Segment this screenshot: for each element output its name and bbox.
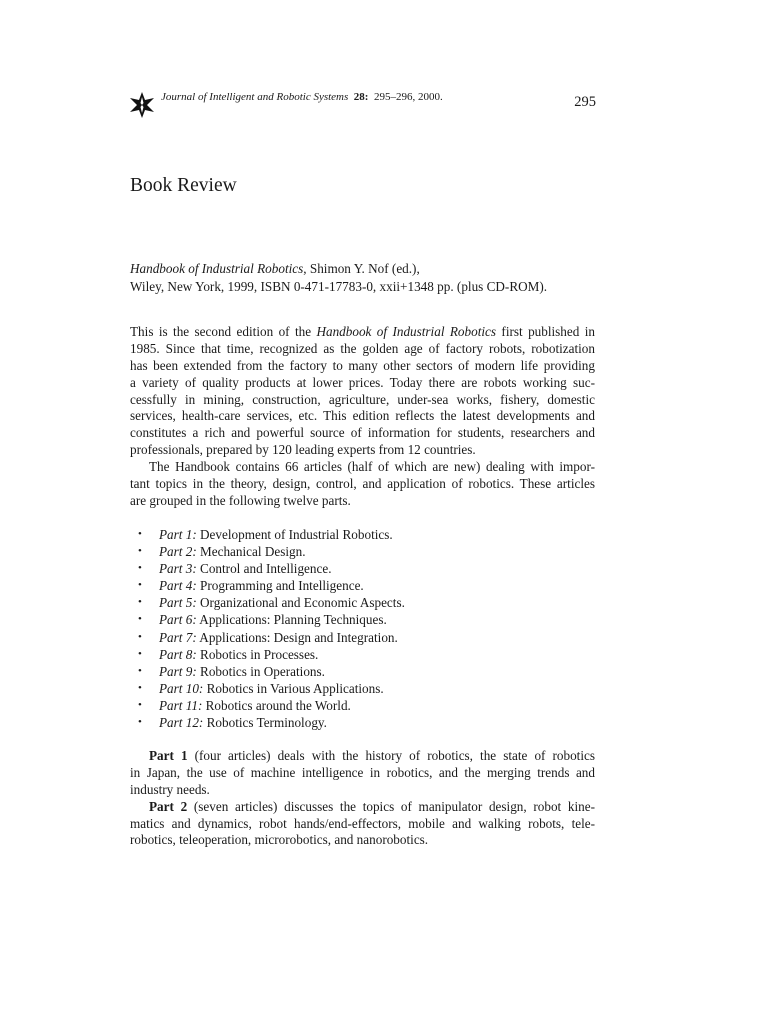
part-label: Part 6: [159, 612, 197, 628]
list-item [138, 697, 588, 714]
paragraph-line: professionals, prepared by 120 leading experts from 12 countries. [130, 442, 476, 458]
part-title: Development of Industrial Robotics. [196, 527, 393, 542]
list-item [138, 646, 588, 663]
book-title-inline: Handbook of Industrial Robotics [316, 324, 497, 339]
bullet-icon: • [138, 579, 142, 592]
bullet-icon: • [138, 545, 142, 558]
paragraph-line: industry needs. [130, 781, 210, 797]
part-title: Applications: Planning Techniques. [196, 612, 387, 628]
part-label: Part 12: [159, 715, 204, 731]
running-header [130, 88, 596, 118]
paragraph-line: a variety of quality products at lower prices. Today there are robots working suc- [130, 374, 595, 390]
part-title: Applications: Design and Integration. [196, 629, 398, 645]
part-heading: Part 1 [149, 748, 188, 763]
book-editor: , Shimon Y. Nof (ed.), [303, 261, 420, 276]
paragraph-line: in Japan, the use of machine intelligence in robotics, and the merging trends and [130, 764, 595, 780]
review-parts-discussion [130, 748, 595, 849]
list-item [138, 594, 588, 611]
part-title: Robotics in Various Applications. [203, 680, 384, 696]
bullet-icon: • [138, 681, 142, 694]
journal-pages-year: 295–296, 2000. [373, 91, 443, 103]
citation-publication: Wiley, New York, 1999, ISBN 0-471-17783-0, xxii+1348 pp. (plus CD-ROM). [130, 278, 548, 294]
paragraph-line: constitutes a rich and powerful source of information for students, researchers and [130, 425, 595, 441]
part-title: Control and Intelligence. [196, 561, 332, 577]
paragraph-line [130, 324, 595, 341]
part-title: Robotics in Operations. [196, 663, 325, 679]
journal-volume: 28: [353, 91, 369, 103]
bullet-icon: • [138, 613, 142, 626]
bullet-icon: • [138, 562, 142, 575]
paragraph-line: services, health-care services, etc. This edition reflects the latest developments and [130, 408, 595, 424]
bullet-icon: • [138, 647, 142, 660]
review-intro [130, 324, 595, 510]
list-item [138, 560, 588, 577]
part-label: Part 5: [159, 595, 197, 611]
part-title: Robotics Terminology. [203, 715, 327, 731]
paragraph-line: The Handbook contains 66 articles (half of which are new) dealing with impor- [149, 459, 595, 475]
part-label: Part 9: [159, 663, 197, 679]
journal-citation-line [161, 90, 443, 104]
part-label: Part 1: [159, 527, 197, 542]
part-title: Robotics in Processes. [196, 646, 319, 662]
bullet-icon: • [138, 698, 142, 711]
part-title: Robotics around the World. [202, 697, 351, 713]
paragraph-line: tant topics in the theory, design, control, and application of robotics. These articles [130, 476, 595, 492]
part-title: Programming and Intelligence. [196, 578, 364, 594]
part-heading: Part 2 [149, 798, 188, 814]
publisher-logo-icon [130, 92, 154, 118]
part-label: Part 4: [159, 578, 197, 594]
journal-name: Journal of Intelligent and Robotic Systems [161, 91, 349, 103]
bullet-icon: • [138, 528, 142, 540]
part-label: Part 8: [159, 646, 197, 662]
book-title: Handbook of Industrial Robotics [130, 261, 304, 276]
paragraph-line: matics and dynamics, robot hands/end-effectors, mobile and walking robots, tele- [130, 815, 595, 831]
part-label: Part 11: [159, 697, 203, 713]
list-item [138, 663, 588, 680]
part-label: Part 7: [159, 629, 197, 645]
bullet-icon: • [138, 630, 142, 643]
list-item [138, 680, 588, 697]
list-item [138, 543, 588, 560]
paragraph-line: are grouped in the following twelve parts. [130, 492, 351, 508]
page-number: 295 [574, 94, 596, 110]
part-title: Mechanical Design. [196, 544, 306, 560]
parts-list [138, 526, 588, 731]
paragraph-line: 1985. Since that time, recognized as the golden age of factory robots, robotization [130, 340, 595, 356]
bullet-icon: • [138, 716, 142, 729]
paragraph-line: cessfully in mining, construction, agriculture, under-sea works, fishery, domestic [130, 391, 595, 407]
list-item [138, 629, 588, 646]
text-run: (seven articles) discusses the topics of manipulator design, robot kine- [187, 798, 595, 814]
section-title: Book Review [130, 175, 237, 196]
bullet-icon: • [138, 596, 142, 609]
paragraph-line: has been extended from the factory to many other sectors of modern life providing [130, 357, 595, 373]
part-label: Part 10: [159, 680, 204, 696]
part-label: Part 3: [159, 561, 197, 577]
paragraph-line [130, 748, 595, 765]
list-item [138, 714, 588, 731]
list-item [138, 526, 588, 543]
part-label: Part 2: [159, 544, 197, 560]
paragraph-line: robotics, teleoperation, microrobotics, and nanorobotics. [130, 832, 429, 848]
bullet-icon: • [138, 664, 142, 677]
text-run: This is the second edition of the [130, 324, 317, 339]
list-item [138, 577, 588, 594]
text-run: first published in [496, 324, 595, 339]
list-item [138, 611, 588, 628]
text-run: (four articles) deals with the history of robotics, the state of robotics [187, 748, 595, 763]
citation-line-1 [130, 260, 596, 278]
part-title: Organizational and Economic Aspects. [196, 595, 405, 611]
paragraph-line [130, 799, 595, 816]
book-citation [130, 260, 596, 295]
